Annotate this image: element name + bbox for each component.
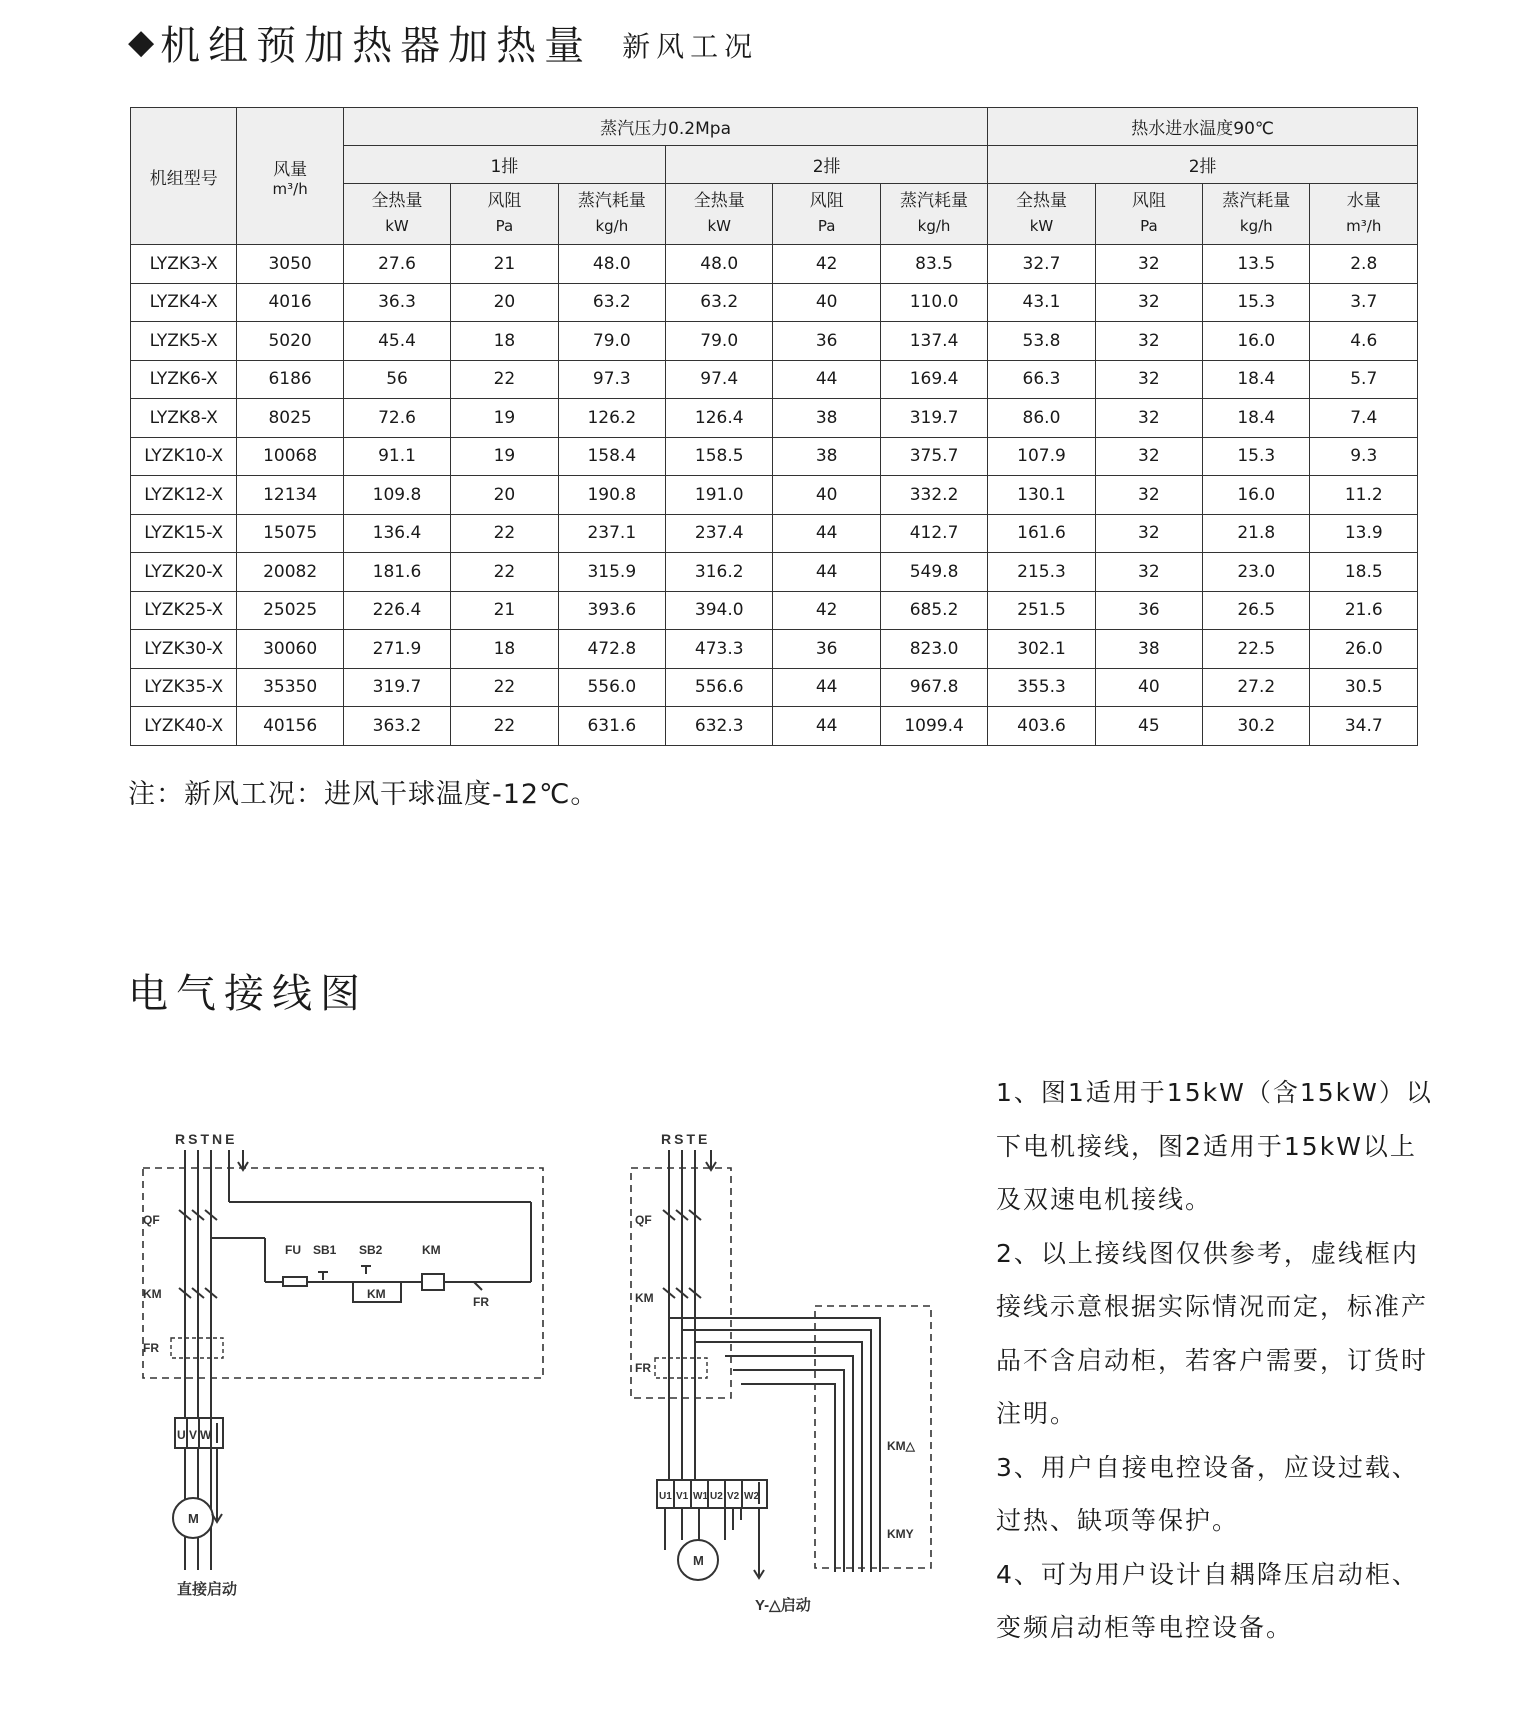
subheader-unit: m³/h — [1346, 217, 1382, 235]
table-cell: 30.5 — [1310, 668, 1418, 707]
wiring-diagram-direct-start — [135, 1120, 555, 1600]
table-cell: 91.1 — [343, 437, 450, 476]
table-cell: 13.9 — [1310, 514, 1418, 553]
page-subtitle: 新风工况 — [622, 30, 759, 63]
subheader-unit: kW — [1029, 217, 1054, 235]
diamond-icon: ◆ — [128, 22, 155, 62]
table-cell: 66.3 — [988, 360, 1095, 399]
table-cell: 63.2 — [558, 283, 665, 322]
table-cell: 15.3 — [1203, 437, 1310, 476]
table-row — [131, 553, 1418, 592]
table-cell: 19 — [451, 437, 558, 476]
table-cell: LYZK5-X — [131, 322, 237, 361]
table-cell: 191.0 — [666, 476, 773, 515]
table-cell: 161.6 — [988, 514, 1095, 553]
table-cell: 15075 — [237, 514, 343, 553]
table-cell: 32 — [1095, 283, 1202, 322]
table-cell: 18.5 — [1310, 553, 1418, 592]
table-cell: 2.8 — [1310, 245, 1418, 284]
table-cell: 20 — [451, 476, 558, 515]
table-cell: 21.8 — [1203, 514, 1310, 553]
d1-fr-contact-label: FR — [473, 1295, 489, 1309]
table-cell: 48.0 — [666, 245, 773, 284]
table-row — [131, 514, 1418, 553]
table-cell: 97.4 — [666, 360, 773, 399]
table-cell: LYZK8-X — [131, 399, 237, 438]
table-cell: LYZK3-X — [131, 245, 237, 284]
d1-phase-label: RSTNE — [175, 1131, 238, 1147]
table-cell: 302.1 — [988, 630, 1095, 669]
table-cell: 393.6 — [558, 591, 665, 630]
table-row — [131, 245, 1418, 284]
header-model: 机组型号 — [131, 108, 237, 245]
wiring-note-1: 1、图1适用于15kW（含15kW）以下电机接线，图2适用于15kW以上及双速电机接线。 — [996, 1078, 1433, 1214]
table-cell: 158.5 — [666, 437, 773, 476]
table-cell: 363.2 — [343, 707, 450, 746]
table-cell: 130.1 — [988, 476, 1095, 515]
table-cell: 472.8 — [558, 630, 665, 669]
table-cell: 5020 — [237, 322, 343, 361]
table-cell: 22.5 — [1203, 630, 1310, 669]
table-cell: 110.0 — [880, 283, 987, 322]
table-cell: 44 — [773, 707, 880, 746]
table-cell: 10068 — [237, 437, 343, 476]
subheader-unit: kg/h — [595, 217, 629, 235]
table-cell: 32 — [1095, 360, 1202, 399]
table-cell: 22 — [451, 553, 558, 592]
table-cell: 22 — [451, 668, 558, 707]
table-cell: 319.7 — [880, 399, 987, 438]
wiring-section-title: 电气接线图 — [128, 971, 368, 1017]
subheader-label: 全热量 — [693, 191, 745, 211]
table-cell: 3050 — [237, 245, 343, 284]
table-cell: 40 — [1095, 668, 1202, 707]
table-cell: 375.7 — [880, 437, 987, 476]
table-cell: 315.9 — [558, 553, 665, 592]
table-cell: 18.4 — [1203, 399, 1310, 438]
table-cell: 40156 — [237, 707, 343, 746]
table-cell: 126.4 — [666, 399, 773, 438]
table-cell: 97.3 — [558, 360, 665, 399]
header-steam-2row: 2排 — [666, 146, 988, 184]
heating-capacity-table — [130, 107, 1418, 746]
d2-terminal-w2: W2 — [744, 1491, 759, 1502]
d1-fr-label: FR — [143, 1341, 159, 1355]
table-cell: 556.0 — [558, 668, 665, 707]
subheader-unit: Pa — [817, 217, 836, 235]
table-cell: 79.0 — [666, 322, 773, 361]
table-cell: 36 — [1095, 591, 1202, 630]
table-cell: 32 — [1095, 437, 1202, 476]
table-cell: 22 — [451, 514, 558, 553]
d2-fr-label: FR — [635, 1361, 651, 1375]
table-cell: 631.6 — [558, 707, 665, 746]
table-cell: 556.6 — [666, 668, 773, 707]
table-cell: 23.0 — [1203, 553, 1310, 592]
header-steam-1row: 1排 — [343, 146, 665, 184]
table-cell: 3.7 — [1310, 283, 1418, 322]
table-cell: LYZK10-X — [131, 437, 237, 476]
subheader-cell — [558, 184, 665, 245]
subheader-cell — [343, 184, 450, 245]
table-cell: 271.9 — [343, 630, 450, 669]
subheader-label: 风阻 — [1131, 191, 1166, 211]
table-cell: 215.3 — [988, 553, 1095, 592]
table-cell: 44 — [773, 514, 880, 553]
table-cell: 32 — [1095, 514, 1202, 553]
d2-terminal-w1: W1 — [693, 1491, 708, 1502]
table-row — [131, 360, 1418, 399]
d2-motor-label: M — [693, 1553, 704, 1568]
table-cell: 35350 — [237, 668, 343, 707]
table-cell: 823.0 — [880, 630, 987, 669]
table-cell: LYZK4-X — [131, 283, 237, 322]
table-cell: 107.9 — [988, 437, 1095, 476]
d1-terminal-w: W — [200, 1428, 212, 1442]
d1-qf-label: QF — [143, 1213, 160, 1227]
table-cell: LYZK25-X — [131, 591, 237, 630]
table-cell: 237.4 — [666, 514, 773, 553]
subheader-cell — [451, 184, 558, 245]
table-row — [131, 630, 1418, 669]
subheader-unit: Pa — [1140, 217, 1158, 235]
table-cell: 251.5 — [988, 591, 1095, 630]
table-cell: 190.8 — [558, 476, 665, 515]
d1-terminal-v: V — [189, 1428, 198, 1442]
table-cell: 40 — [773, 283, 880, 322]
table-cell: 30.2 — [1203, 707, 1310, 746]
table-cell: 48.0 — [558, 245, 665, 284]
table-cell: 53.8 — [988, 322, 1095, 361]
subheader-label: 全热量 — [371, 191, 423, 211]
table-cell: 11.2 — [1310, 476, 1418, 515]
table-cell: LYZK30-X — [131, 630, 237, 669]
subheader-cell — [1310, 184, 1418, 245]
d1-terminal-u: U — [177, 1428, 186, 1442]
table-row — [131, 476, 1418, 515]
wiring-diagram-star-delta-start — [625, 1120, 945, 1620]
table-cell: 403.6 — [988, 707, 1095, 746]
page-title: 机组预加热器加热量 — [160, 22, 593, 69]
subheader-unit: kW — [385, 217, 409, 235]
table-cell: 22 — [451, 360, 558, 399]
d2-terminal-v1: V1 — [676, 1491, 689, 1502]
wiring-note-2: 2、以上接线图仅供参考，虚线框内接线示意根据实际情况而定，标准产品不含启动柜，若客户需要，订货时注明。 — [996, 1238, 1429, 1428]
d2-caption: Y-△启动 — [755, 1597, 811, 1614]
header-airflow — [237, 108, 343, 245]
table-cell: 169.4 — [880, 360, 987, 399]
d2-km-y-label: KMY — [887, 1527, 914, 1541]
table-cell: 12134 — [237, 476, 343, 515]
table-cell: 30060 — [237, 630, 343, 669]
d2-terminal-u2: U2 — [710, 1491, 723, 1502]
table-cell: 26.0 — [1310, 630, 1418, 669]
table-cell: 6186 — [237, 360, 343, 399]
table-cell: 21 — [451, 245, 558, 284]
table-cell: 473.3 — [666, 630, 773, 669]
table-cell: 126.2 — [558, 399, 665, 438]
table-cell: 44 — [773, 668, 880, 707]
table-row — [131, 437, 1418, 476]
table-cell: 18.4 — [1203, 360, 1310, 399]
d1-km-label: KM — [143, 1287, 162, 1301]
d1-caption: 直接启动 — [177, 1581, 238, 1598]
table-cell: 36 — [773, 322, 880, 361]
table-cell: 32 — [1095, 245, 1202, 284]
d2-km-delta-label: KM△ — [887, 1439, 915, 1453]
subheader-cell — [1095, 184, 1202, 245]
d1-fu-label: FU — [285, 1243, 301, 1257]
table-cell: LYZK12-X — [131, 476, 237, 515]
wiring-note-3: 3、用户自接电控设备，应设过载、过热、缺项等保护。 — [996, 1452, 1419, 1535]
wiring-note-4: 4、可为用户设计自耦降压启动柜、变频启动柜等电控设备。 — [996, 1559, 1419, 1642]
header-hotwater-group: 热水进水温度90℃ — [988, 108, 1418, 146]
table-cell: 42 — [773, 245, 880, 284]
table-cell: 18 — [451, 630, 558, 669]
table-cell: 45 — [1095, 707, 1202, 746]
table-cell: 109.8 — [343, 476, 450, 515]
table-cell: 36.3 — [343, 283, 450, 322]
table-cell: 63.2 — [666, 283, 773, 322]
d2-terminal-u1: U1 — [659, 1491, 672, 1502]
table-cell: 38 — [773, 399, 880, 438]
table-cell: 40 — [773, 476, 880, 515]
table-cell: 967.8 — [880, 668, 987, 707]
table-cell: 86.0 — [988, 399, 1095, 438]
table-cell: 34.7 — [1310, 707, 1418, 746]
table-row — [131, 707, 1418, 746]
table-cell: 32 — [1095, 476, 1202, 515]
table-cell: 32.7 — [988, 245, 1095, 284]
table-cell: 32 — [1095, 553, 1202, 592]
table-cell: 19 — [451, 399, 558, 438]
table-cell: 5.7 — [1310, 360, 1418, 399]
table-cell: 83.5 — [880, 245, 987, 284]
table-cell: 181.6 — [343, 553, 450, 592]
table-cell: 72.6 — [343, 399, 450, 438]
table-cell: 22 — [451, 707, 558, 746]
subheader-label: 水量 — [1346, 191, 1381, 211]
table-cell: 20082 — [237, 553, 343, 592]
table-cell: 316.2 — [666, 553, 773, 592]
table-cell: 226.4 — [343, 591, 450, 630]
table-cell: 27.2 — [1203, 668, 1310, 707]
table-row — [131, 322, 1418, 361]
table-cell: LYZK35-X — [131, 668, 237, 707]
table-cell: 20 — [451, 283, 558, 322]
table-cell: 158.4 — [558, 437, 665, 476]
subheader-cell — [988, 184, 1095, 245]
table-row — [131, 283, 1418, 322]
d1-sb2-label: SB2 — [359, 1243, 383, 1257]
table-cell: 1099.4 — [880, 707, 987, 746]
table-cell: 15.3 — [1203, 283, 1310, 322]
d1-motor-label: M — [188, 1511, 199, 1526]
subheader-label: 风阻 — [487, 191, 522, 211]
table-cell: 27.6 — [343, 245, 450, 284]
table-cell: 38 — [773, 437, 880, 476]
header-steam-group: 蒸汽压力0.2Mpa — [343, 108, 987, 146]
table-cell: 237.1 — [558, 514, 665, 553]
table-cell: 137.4 — [880, 322, 987, 361]
d2-phase-label: RSTE — [661, 1131, 711, 1147]
table-cell: 4.6 — [1310, 322, 1418, 361]
table-cell: 56 — [343, 360, 450, 399]
table-cell: 632.3 — [666, 707, 773, 746]
subheader-label: 风阻 — [809, 191, 844, 211]
table-note: 注：新风工况：进风干球温度-12℃。 — [128, 779, 599, 810]
subheader-unit: Pa — [495, 217, 514, 235]
table-cell: 25025 — [237, 591, 343, 630]
table-cell: 44 — [773, 553, 880, 592]
subheader-cell — [880, 184, 987, 245]
table-row — [131, 591, 1418, 630]
table-row — [131, 399, 1418, 438]
subheader-unit: kW — [707, 217, 731, 235]
table-cell: 549.8 — [880, 553, 987, 592]
table-cell: 136.4 — [343, 514, 450, 553]
table-cell: 26.5 — [1203, 591, 1310, 630]
table-cell: 43.1 — [988, 283, 1095, 322]
table-cell: 332.2 — [880, 476, 987, 515]
table-cell: LYZK40-X — [131, 707, 237, 746]
d2-terminal-v2: V2 — [727, 1491, 740, 1502]
table-cell: 32 — [1095, 322, 1202, 361]
table-cell: LYZK6-X — [131, 360, 237, 399]
subheader-label: 蒸汽耗量 — [577, 191, 646, 211]
d2-km-label: KM — [635, 1291, 654, 1305]
section-title-row — [128, 14, 758, 70]
subheader-unit: kg/h — [1239, 217, 1273, 235]
table-cell: 16.0 — [1203, 322, 1310, 361]
table-cell: 4016 — [237, 283, 343, 322]
subheader-unit: kg/h — [917, 217, 951, 235]
header-airflow-unit: m³/h — [272, 179, 308, 198]
subheader-label: 蒸汽耗量 — [1222, 191, 1291, 211]
table-cell: 21.6 — [1310, 591, 1418, 630]
table-cell: 79.0 — [558, 322, 665, 361]
table-cell: 38 — [1095, 630, 1202, 669]
d2-qf-label: QF — [635, 1213, 652, 1227]
d1-km-coil-label: KM — [422, 1243, 441, 1257]
table-cell: 355.3 — [988, 668, 1095, 707]
subheader-label: 全热量 — [1015, 191, 1067, 211]
header-hotwater-2row: 2排 — [988, 146, 1418, 184]
subheader-cell — [1203, 184, 1310, 245]
d1-km-contact-label: KM — [367, 1287, 386, 1301]
table-cell: 7.4 — [1310, 399, 1418, 438]
table-cell: 9.3 — [1310, 437, 1418, 476]
table-cell: 36 — [773, 630, 880, 669]
table-cell: 45.4 — [343, 322, 450, 361]
table-cell: 319.7 — [343, 668, 450, 707]
table-row — [131, 668, 1418, 707]
table-cell: LYZK20-X — [131, 553, 237, 592]
table-cell: 42 — [773, 591, 880, 630]
table-cell: 16.0 — [1203, 476, 1310, 515]
table-cell: 13.5 — [1203, 245, 1310, 284]
wiring-notes — [996, 1066, 1436, 1655]
table-cell: 412.7 — [880, 514, 987, 553]
table-cell: 394.0 — [666, 591, 773, 630]
subheader-cell — [666, 184, 773, 245]
header-airflow-label: 风量 — [273, 159, 308, 180]
table-cell: 21 — [451, 591, 558, 630]
table-cell: 18 — [451, 322, 558, 361]
subheader-label: 蒸汽耗量 — [900, 191, 969, 211]
table-cell: 685.2 — [880, 591, 987, 630]
table-cell: 44 — [773, 360, 880, 399]
table-cell: LYZK15-X — [131, 514, 237, 553]
subheader-cell — [773, 184, 880, 245]
d1-sb1-label: SB1 — [313, 1243, 337, 1257]
table-cell: 32 — [1095, 399, 1202, 438]
table-cell: 8025 — [237, 399, 343, 438]
